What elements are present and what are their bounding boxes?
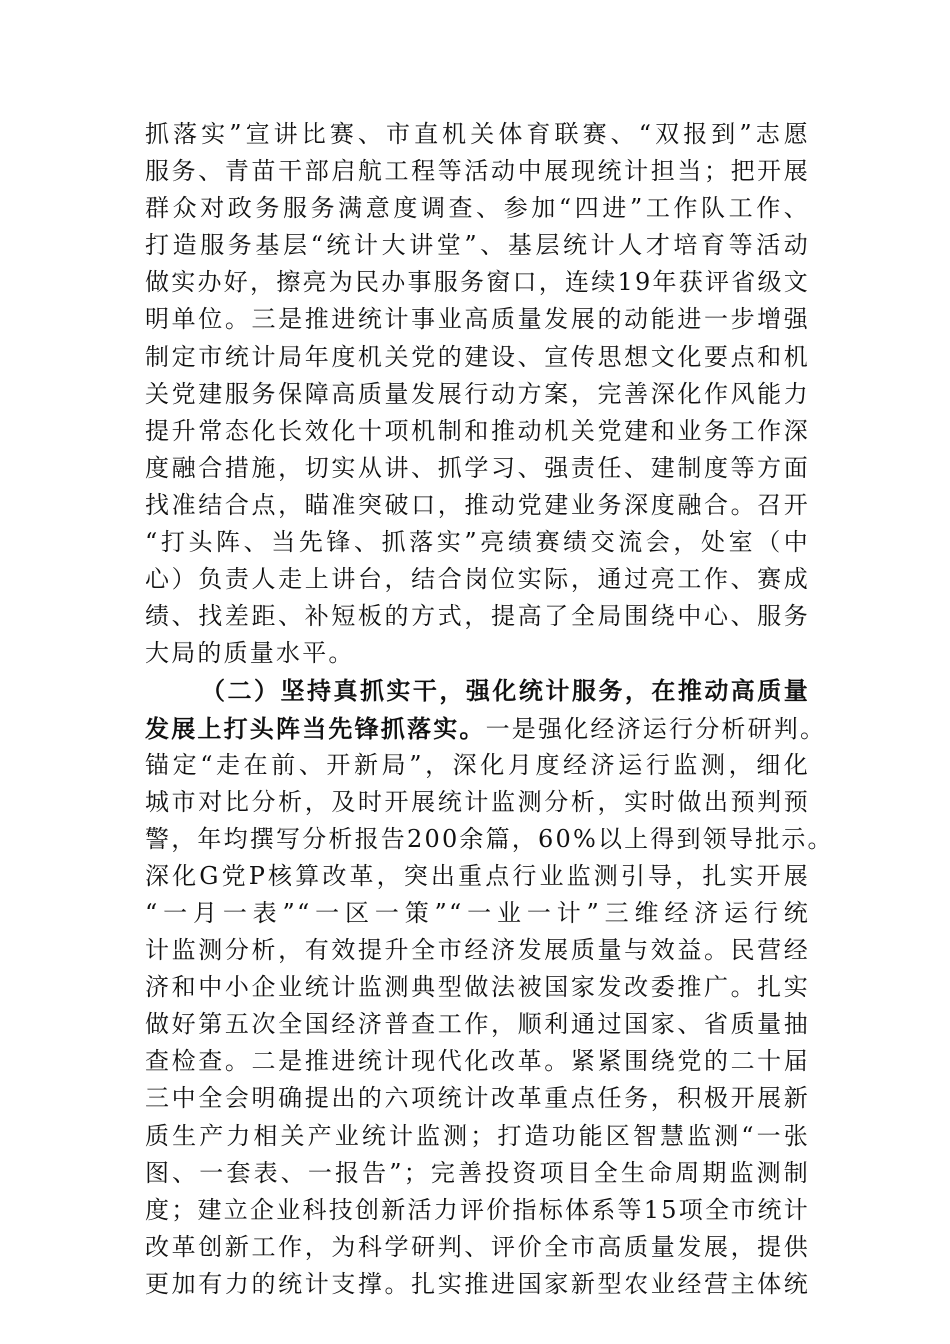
text-line: 做实办好，擦亮为民办事服务窗口，连续19年获评省级文 [145, 268, 810, 297]
text-line: 图、一套表、一报告”；完善投资项目全生命周期监测制 [145, 1158, 810, 1187]
document-page [145, 116, 834, 1303]
text-line: 大局的质量水平。 [145, 639, 355, 668]
text-line: 质生产力相关产业统计监测；打造功能区智慧监测“一张 [145, 1121, 810, 1150]
text-line: 度融合措施，切实从讲、抓学习、强责任、建制度等方面 [145, 453, 810, 482]
text-line: 制定市统计局年度机关党的建设、宣传思想文化要点和机 [145, 342, 810, 371]
text-line: 明单位。三是推进统计事业高质量发展的动能进一步增强 [145, 305, 810, 334]
text-line: 计监测分析，有效提升全市经济发展质量与效益。民营经 [145, 936, 810, 965]
text-line: 做好第五次全国经济普查工作，顺利通过国家、省质量抽 [145, 1010, 810, 1039]
text-line: 找准结合点，瞄准突破口，推动党建业务深度融合。召开 [145, 490, 810, 519]
text-line: 度；建立企业科技创新活力评价指标体系等15项全市统计 [145, 1195, 810, 1224]
paragraph-2 [145, 672, 834, 1303]
section-heading-continued: 发展上打头阵当先锋抓落实。 [145, 713, 486, 743]
text-line: 改革创新工作，为科学研判、评价全市高质量发展，提供 [145, 1232, 810, 1261]
text-line [145, 710, 827, 747]
text-line: 关党建服务保障高质量发展行动方案，完善深化作风能力 [145, 379, 810, 408]
text-line: 服务、青苗干部启航工程等活动中展现统计担当；把开展 [145, 157, 810, 186]
text-line: “打头阵、当先锋、抓落实”亮绩赛绩交流会，处室（中 [145, 528, 810, 557]
text-line: 更加有力的统计支撑。扎实推进国家新型农业经营主体统 [145, 1269, 810, 1298]
text-line: “一月一表”“一区一策”“一业一计”三维经济运行统 [145, 898, 810, 927]
text-line: 济和中小企业统计监测典型做法被国家发改委推广。扎实 [145, 973, 810, 1002]
text-line: 查检查。二是推进统计现代化改革。紧紧围绕党的二十届 [145, 1047, 810, 1076]
text-line: 城市对比分析，及时开展统计监测分析，实时做出预判预 [145, 787, 810, 816]
text-span: 一是强化经济运行分析研判。 [485, 714, 827, 743]
text-line: 打造服务基层“统计大讲堂”、基层统计人才培育等活动 [145, 231, 810, 260]
paragraph-1 [145, 116, 810, 672]
text-line: 深化G党P核算改革，突出重点行业监测引导，扎实开展 [145, 861, 810, 890]
text-line: 绩、找差距、补短板的方式，提高了全局围绕中心、服务 [145, 602, 810, 631]
text-line: 锚定“走在前、开新局”，深化月度经济运行监测，细化 [145, 750, 810, 779]
text-line: 抓落实”宣讲比赛、市直机关体育联赛、“双报到”志愿 [145, 120, 810, 148]
text-line: 三中全会明确提出的六项统计改革重点任务，积极开展新 [145, 1084, 810, 1113]
text-line: 警，年均撰写分析报告200余篇，60%以上得到领导批示。 [145, 824, 834, 853]
text-line: 群众对政务服务满意度调查、参加“四进”工作队工作、 [145, 194, 810, 223]
text-line: 提升常态化长效化十项机制和推动机关党建和业务工作深 [145, 416, 810, 445]
section-heading: （二）坚持真抓实干，强化统计服务，在推动高质量 [201, 676, 810, 706]
text-line: 心）负责人走上讲台，结合岗位实际，通过亮工作、赛成 [145, 565, 810, 594]
